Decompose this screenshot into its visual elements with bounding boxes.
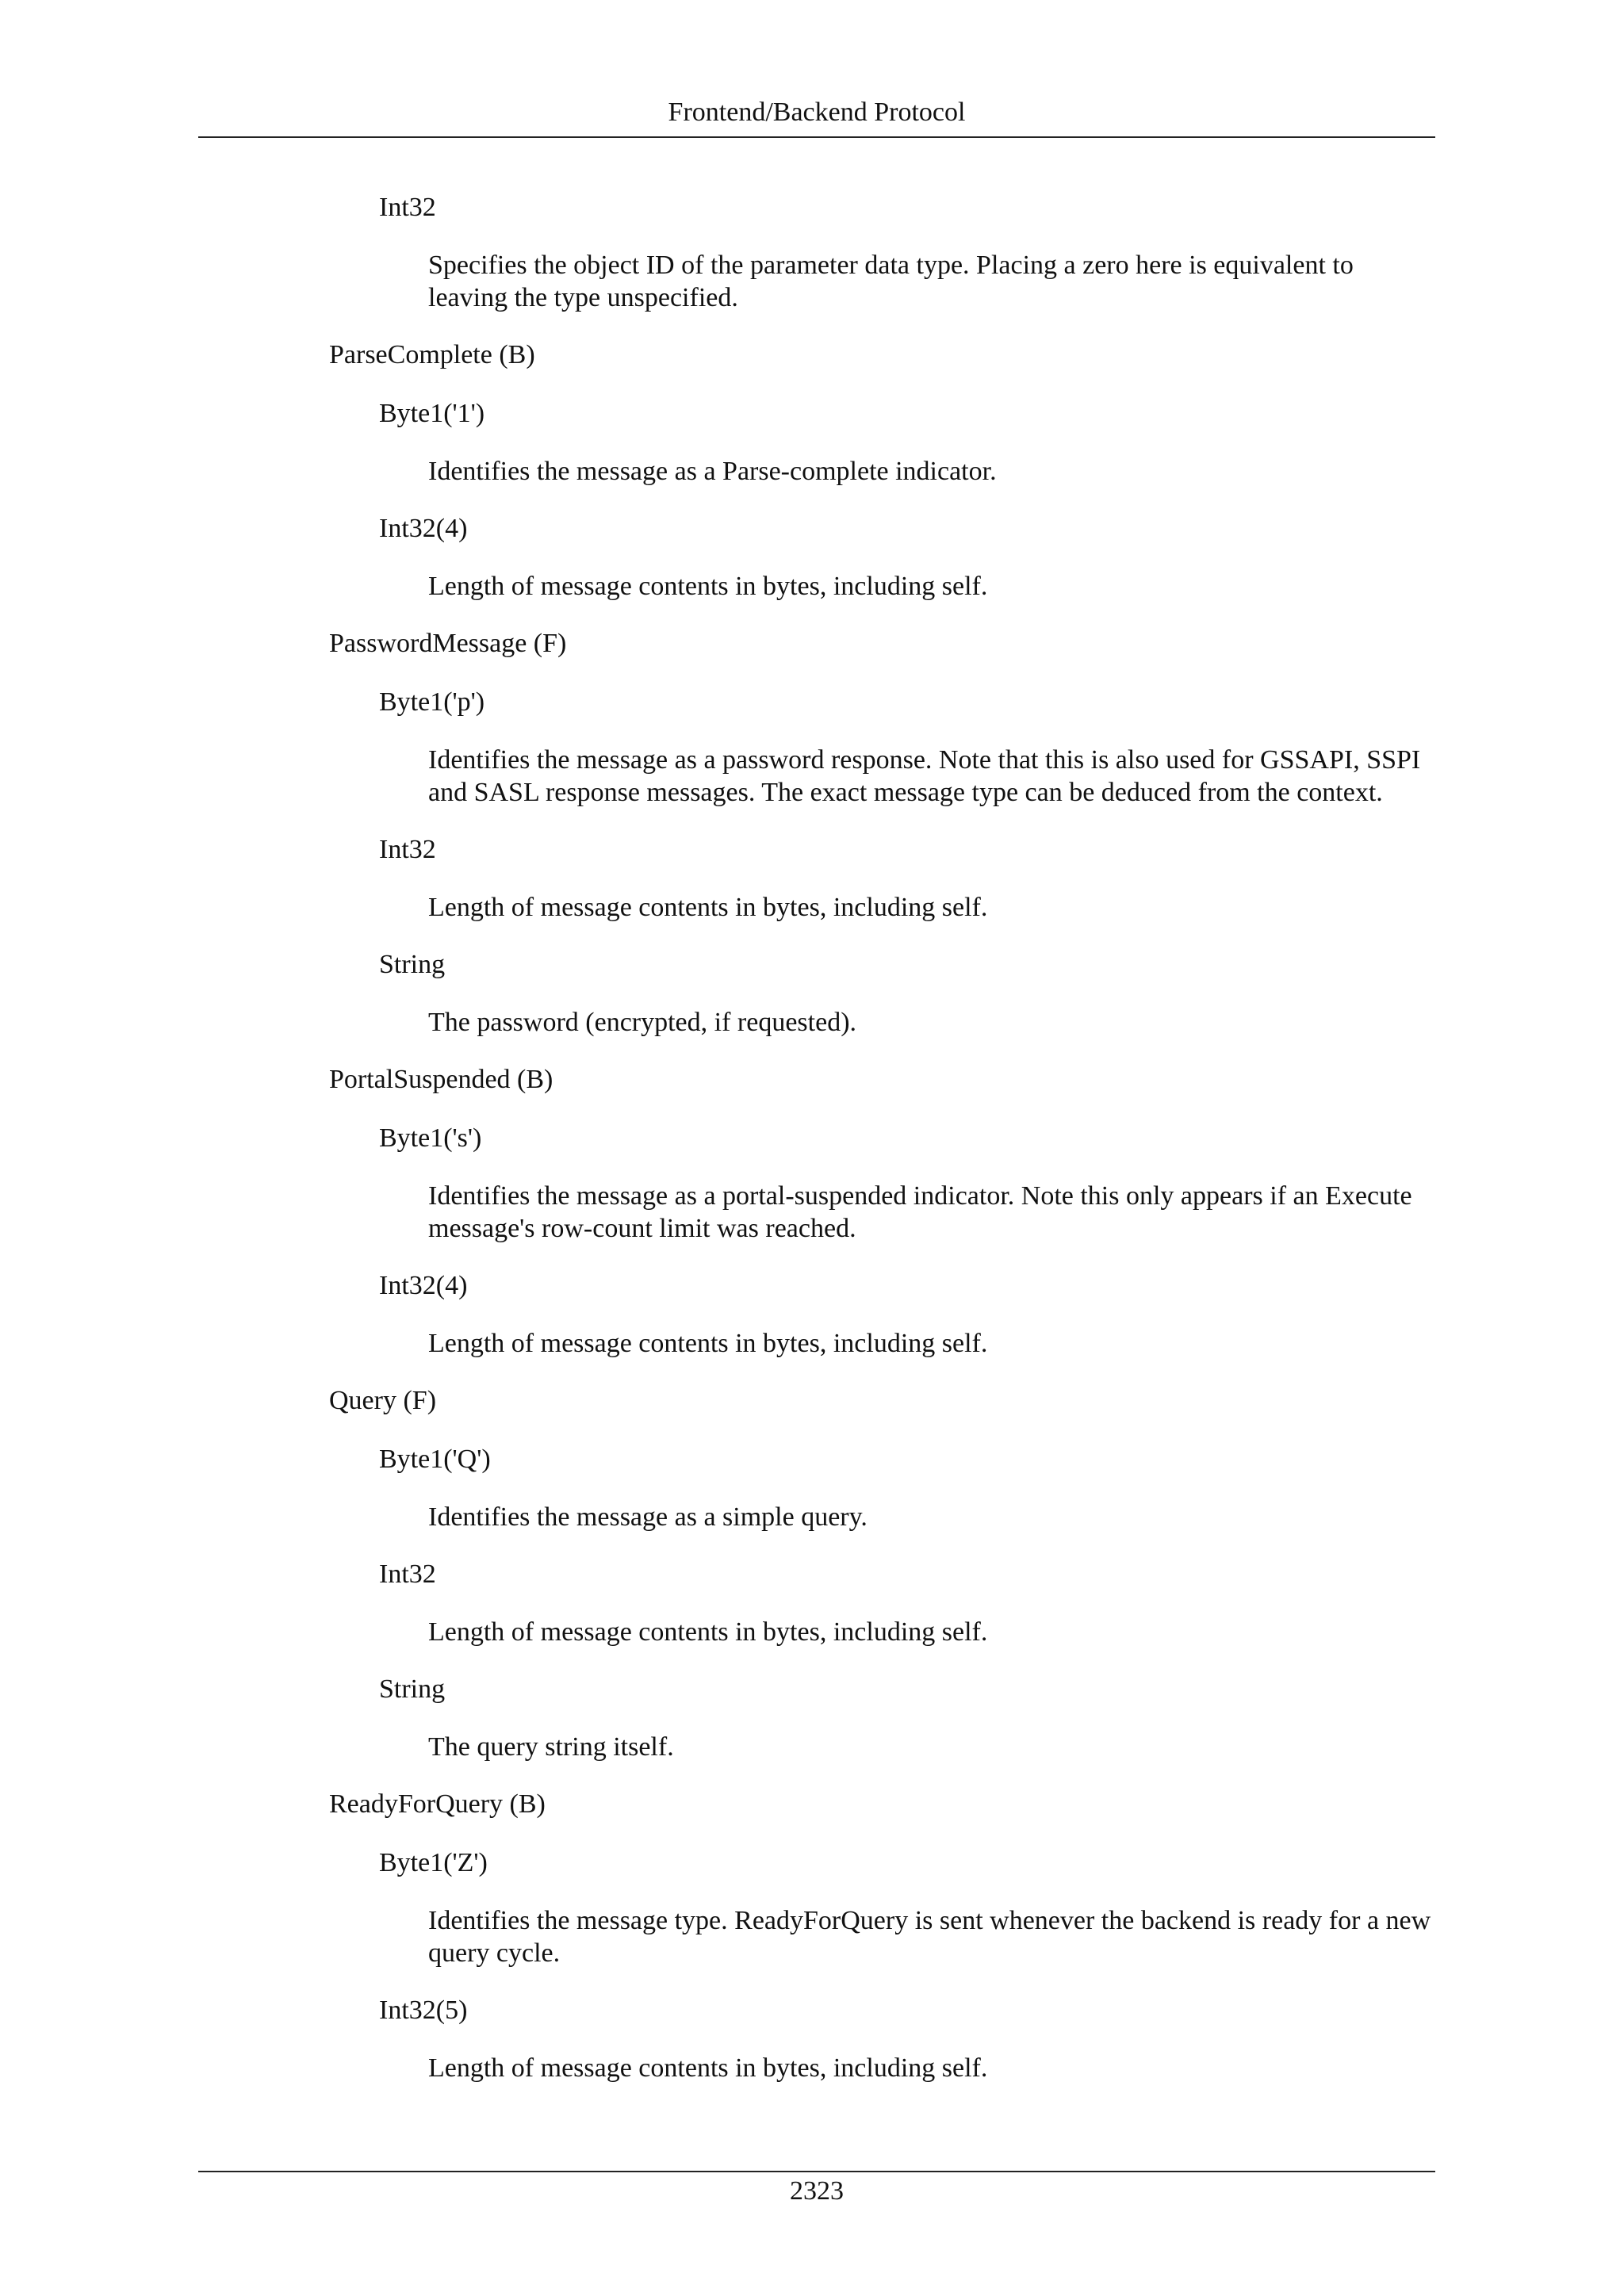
field-description: Identifies the message as a password response. Note that this is also used for GSSAPI, SSPI and SASL response messages. The exact message type can be deduced from the context.	[428, 745, 1421, 807]
field-name: Int32	[379, 1559, 436, 1589]
field-name: String	[379, 950, 446, 979]
field-name: String	[379, 1674, 446, 1704]
field-name: Byte1('s')	[379, 1123, 482, 1153]
field-name: Byte1('1')	[379, 399, 485, 428]
message-title-query: Query (F)	[329, 1386, 437, 1415]
field-description: Identifies the message as a Parse-complete indicator.	[428, 457, 997, 486]
field-name: Byte1('Q')	[379, 1445, 491, 1474]
field-name: Byte1('p')	[379, 687, 485, 717]
document-body	[0, 190, 1624, 2108]
field-description: Identifies the message type. ReadyForQuery is sent whenever the backend is ready for a new query cycle.	[428, 1906, 1431, 1968]
field-description: Length of message contents in bytes, including self.	[428, 2053, 988, 2083]
message-title-readyforquery: ReadyForQuery (B)	[329, 1789, 546, 1819]
field-description: Length of message contents in bytes, including self.	[428, 893, 988, 922]
header-rule	[198, 136, 1435, 138]
running-header: Frontend/Backend Protocol	[668, 98, 966, 127]
field-description: Identifies the message as a simple query.	[428, 1502, 868, 1532]
field-name: Int32(4)	[379, 1271, 468, 1300]
field-name: Int32	[379, 835, 436, 864]
field-name: Int32(5)	[379, 1996, 468, 2025]
field-description: Identifies the message as a portal-suspended indicator. Note this only appears if an Execute message's row-count limit was reached.	[428, 1181, 1412, 1243]
page-number: 2323	[790, 2176, 844, 2206]
field-description: Length of message contents in bytes, including self.	[428, 1329, 988, 1358]
field-name: Byte1('Z')	[379, 1848, 488, 1877]
field-name: Int32	[379, 193, 436, 222]
message-title-portalsuspended: PortalSuspended (B)	[329, 1065, 553, 1094]
field-description: Length of message contents in bytes, including self.	[428, 1617, 988, 1647]
message-title-parsecomplete: ParseComplete (B)	[329, 340, 535, 369]
field-name: Int32(4)	[379, 514, 468, 543]
field-description: The password (encrypted, if requested).	[428, 1008, 857, 1037]
field-description: Length of message contents in bytes, including self.	[428, 572, 988, 601]
message-title-passwordmessage: PasswordMessage (F)	[329, 629, 567, 658]
field-description: Specifies the object ID of the parameter data type. Placing a zero here is equivalent to leaving the type unspecified.	[428, 251, 1354, 312]
field-description: The query string itself.	[428, 1732, 674, 1762]
